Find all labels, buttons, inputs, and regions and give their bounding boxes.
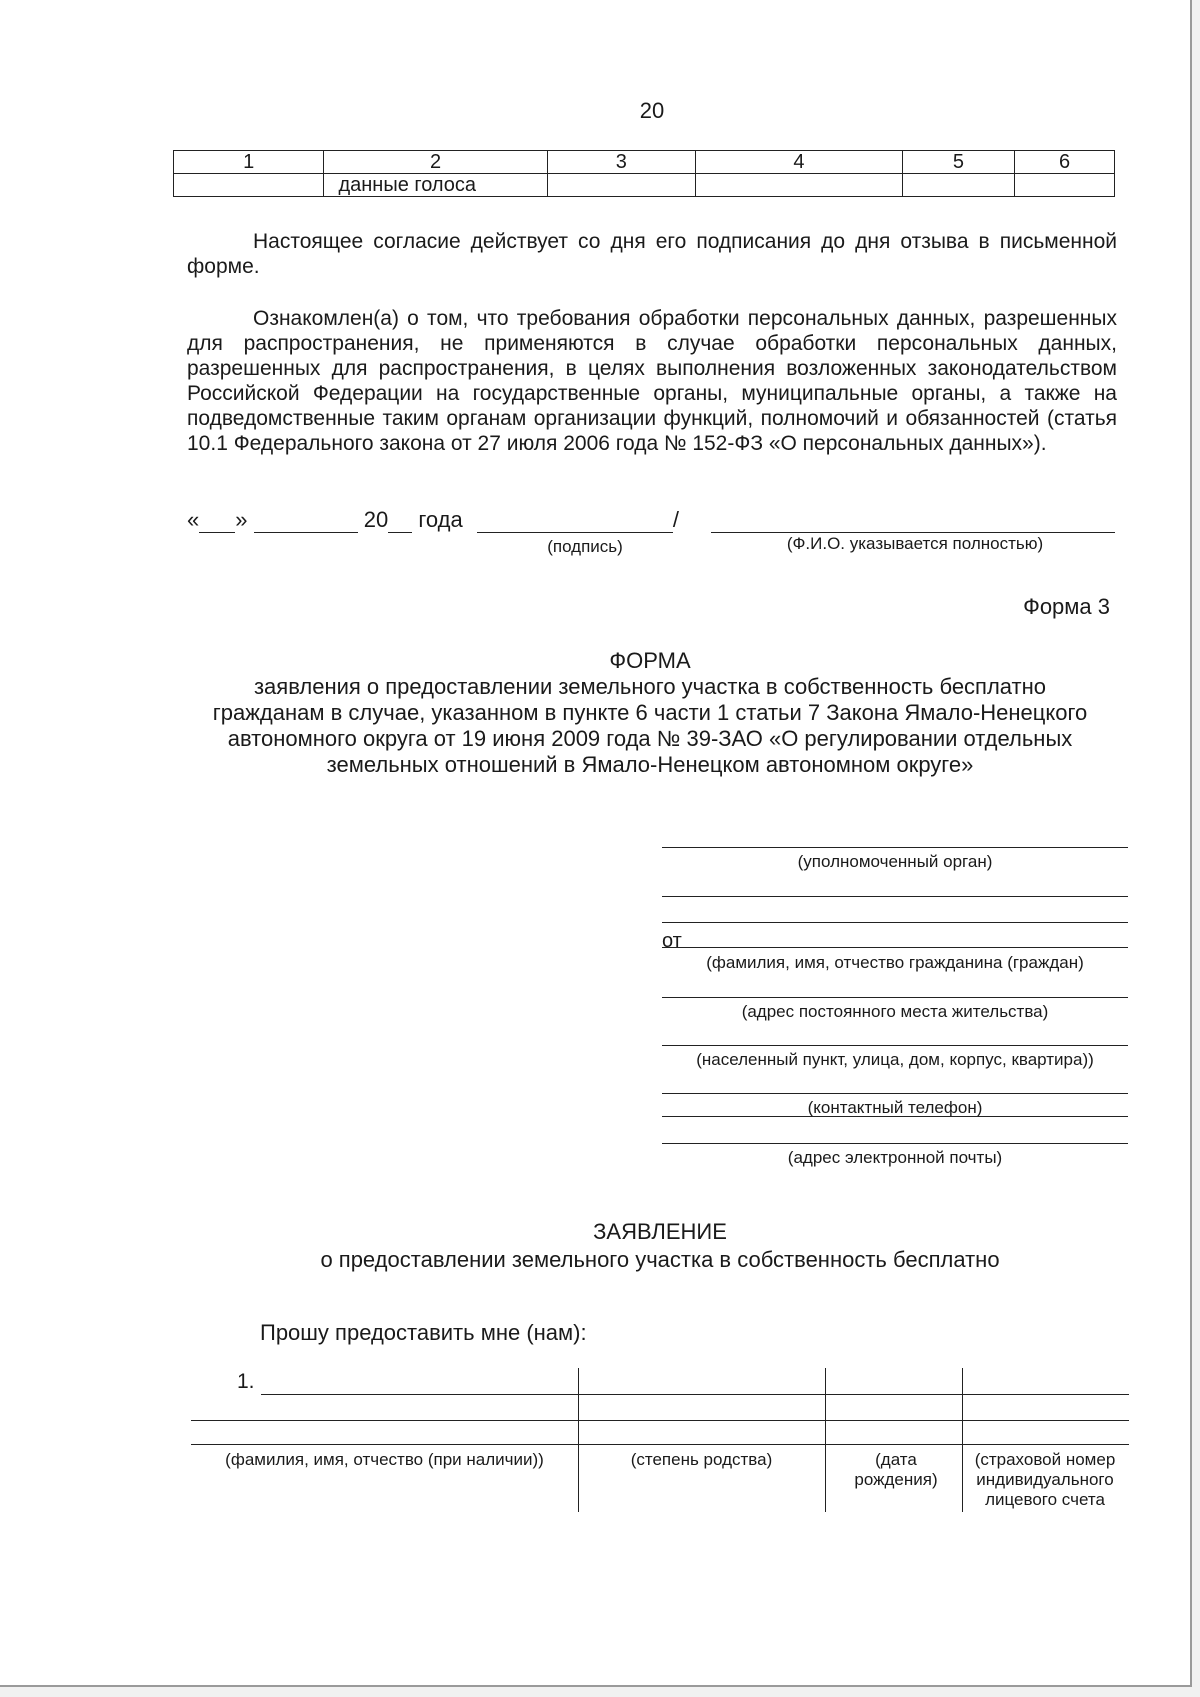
authority-hint: (уполномоченный орган)	[797, 852, 993, 871]
statement-heading: ЗАЯВЛЕНИЕ	[593, 1219, 727, 1244]
address-hint: (адрес постоянного места жительства)	[741, 1002, 1049, 1021]
row-line	[191, 1444, 1129, 1445]
column-divider	[578, 1368, 579, 1512]
column-label-birth-date: (дата рождения)	[854, 1450, 938, 1489]
item-number: 1.	[237, 1370, 255, 1393]
column-label-relationship: (степень родства)	[630, 1450, 773, 1469]
address-line	[662, 997, 1128, 998]
consent-validity-text: Настоящее согласие действует со дня его подписания до дня отзыва в письменной форме.	[187, 230, 1117, 278]
authority-line	[662, 847, 1128, 848]
table-header-cell: 5	[902, 151, 1014, 174]
request-text: Прошу предоставить мне (нам):	[260, 1320, 587, 1345]
column-label-full-name: (фамилия, имя, отчество (при наличии))	[225, 1450, 544, 1469]
from-label: от	[662, 930, 682, 952]
table-cell: данные голоса	[324, 174, 547, 197]
signature-blank	[477, 510, 673, 533]
authority-line-2	[662, 896, 1128, 897]
form-title-line: земельных отношений в Ямало-Ненецком автономном округе»	[326, 752, 974, 777]
row-line	[769, 1394, 1129, 1395]
column-divider	[825, 1368, 826, 1512]
form-title-line: автономного округа от 19 июня 2009 года № 39-ЗАО «О регулировании отдельных	[227, 726, 1073, 751]
signature-hint: (подпись)	[547, 537, 623, 556]
table-header-cell: 6	[1015, 151, 1115, 174]
year-blank	[388, 510, 412, 533]
table-cell	[174, 174, 324, 197]
form-title-line: гражданам в случае, указанном в пункте 6 части 1 статьи 7 Закона Ямало-Ненецкого	[212, 700, 1088, 725]
column-label-insurance-number: (страховой номер индивидуального лицевого счета	[974, 1450, 1116, 1509]
signature-slash: /	[672, 507, 679, 532]
column-divider	[962, 1368, 963, 1512]
name-line	[261, 1394, 769, 1395]
form-title-line: заявления о предоставлении земельного участка в собственность бесплатно	[253, 674, 1047, 699]
table-header-cell: 1	[174, 151, 324, 174]
acknowledgement-text: Ознакомлен(а) о том, что требования обработки персональных данных, разрешенных для распространения, не применяются в случае обработки персональных данных, разрешенных для распространения, в целях выполнения возложенных законодательством Российской Федерации на государственные органы, муниципальные органы, а также на подведомственные таким органам организации функций, полномочий и обязанностей (статья 10.1 Федерального закона от 27 июля 2006 года № 152-ФЗ «О персональных данных»).	[187, 307, 1117, 455]
phone-line	[662, 1093, 1128, 1094]
phone-hint: (контактный телефон)	[807, 1098, 983, 1117]
form-heading: ФОРМА	[609, 648, 691, 673]
statement-title	[180, 1218, 1140, 1274]
form-number-label: Форма 3	[1023, 594, 1110, 619]
table-header-cell: 4	[695, 151, 902, 174]
locality-line	[662, 1045, 1128, 1046]
email-hint: (адрес электронной почты)	[787, 1148, 1003, 1167]
citizen-hint: (фамилия, имя, отчество гражданина (граждан)	[706, 953, 1084, 972]
locality-hint: (населенный пункт, улица, дом, корпус, квартира))	[696, 1050, 1094, 1069]
month-blank	[254, 510, 358, 533]
table-header-cell: 3	[547, 151, 695, 174]
page-number: 20	[639, 98, 665, 123]
year-word: года	[418, 507, 463, 532]
statement-subheading: о предоставлении земельного участка в собственность бесплатно	[320, 1247, 1000, 1272]
year-prefix: 20	[363, 507, 389, 532]
close-quote: »	[235, 507, 248, 532]
family-members-table	[191, 1368, 1129, 1512]
full-name-hint: (Ф.И.О. указывается полностью)	[786, 534, 1044, 553]
table-header-cell: 2	[324, 151, 547, 174]
email-line	[662, 1143, 1128, 1144]
citizen-line	[662, 947, 1128, 948]
phone-line-2	[662, 1116, 1128, 1117]
open-quote: «	[187, 507, 200, 532]
blank-line	[662, 922, 1128, 923]
day-blank	[199, 510, 235, 533]
row-line	[191, 1420, 1129, 1421]
